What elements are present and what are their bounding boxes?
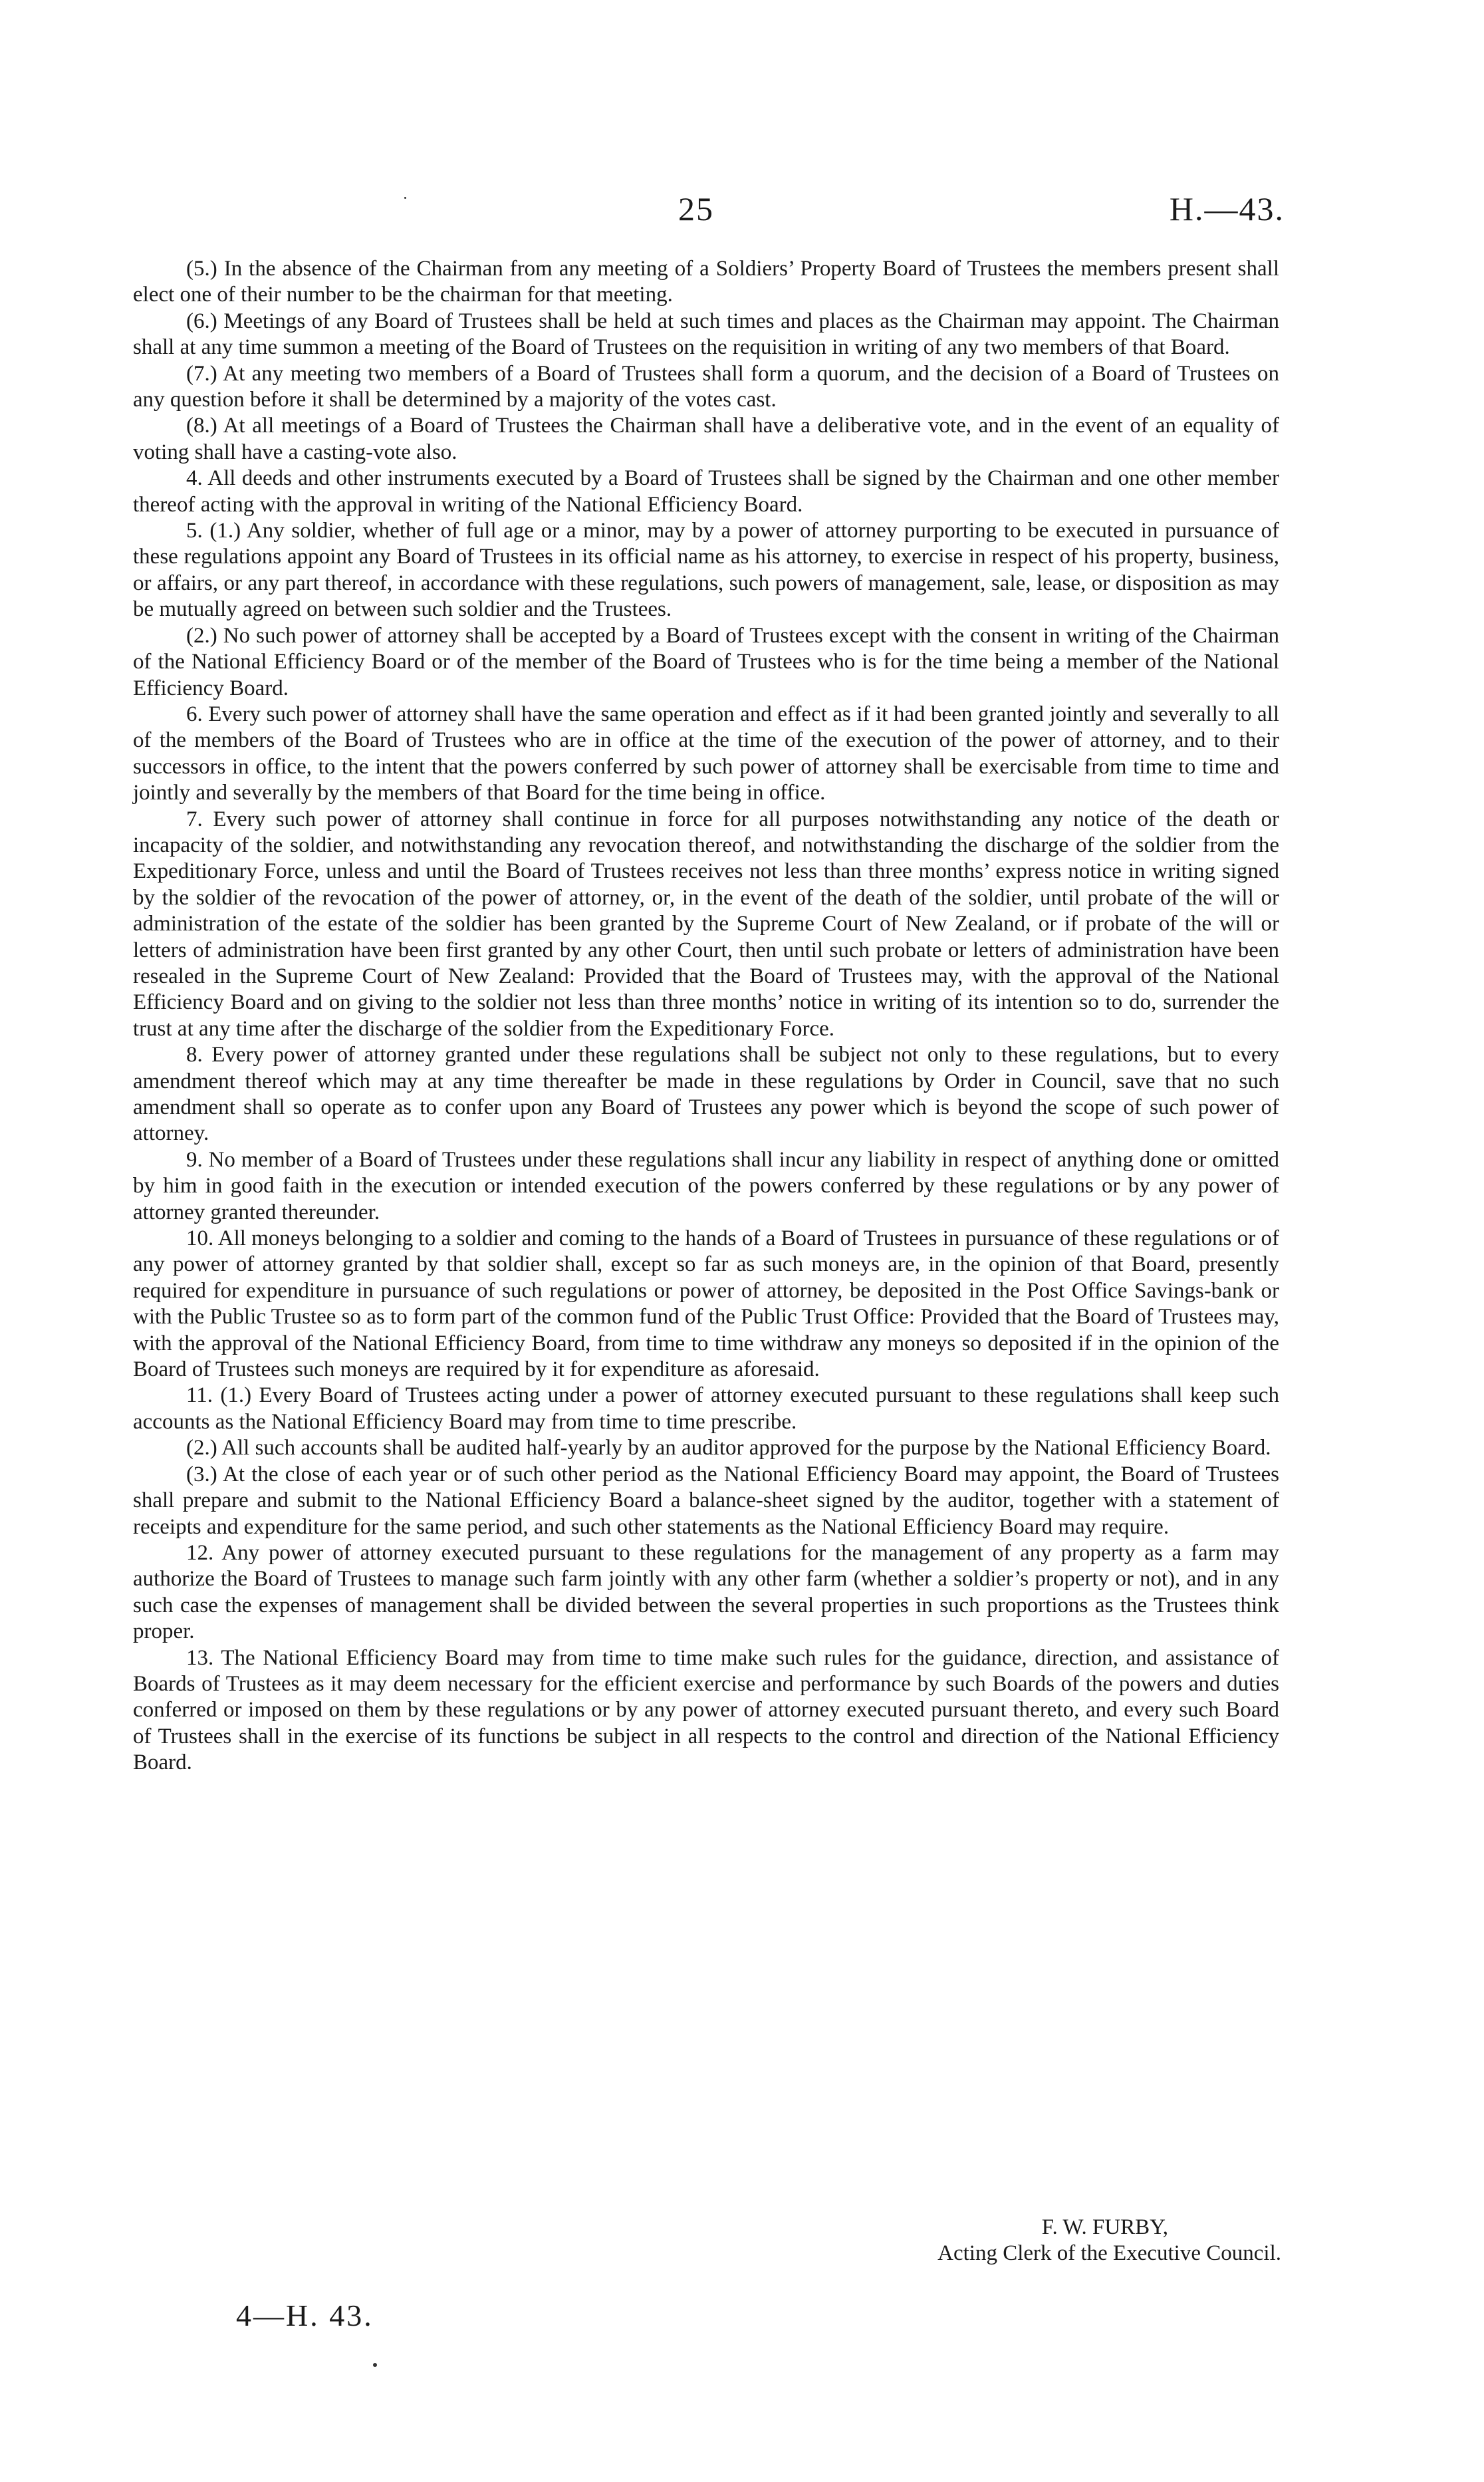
document-reference: H.—43. xyxy=(1169,190,1285,227)
paragraph-8-casting-vote: (8.) At all meetings of a Board of Trustees the Chairman shall have a deliberative vote, and in the event of an equality of voting shall have a casting-vote also. xyxy=(133,414,1279,464)
signatory-name: F. W. FURBY, xyxy=(1041,2215,1168,2239)
clause-11-2-audit: (2.) All such accounts shall be audited half-yearly by an auditor approved for the purpose by the National Efficiency Board. xyxy=(186,1436,1271,1460)
page-header xyxy=(0,190,1484,229)
clause-11-3-balance-sheet: (3.) At the close of each year or of such other period as the National Efficiency Board may appoint, the Board of Trustees shall prepare and submit to the National Efficiency Board a balance-sheet signed by the auditor, together with a statement of receipts and expenditure for the same period, and such other statements as the National Efficiency Board may require. xyxy=(133,1462,1279,1539)
clause-8-amendments: 8. Every power of attorney granted under these regulations shall be subject not only to these regulations, but to every amendment thereof which may at any time thereafter be made in these regulations by Order in Council, save that no such amendment shall so operate as to confer upon any Board of Trustees any power which is beyond the scope of such power of attorney. xyxy=(133,1043,1279,1146)
sheet-signature-mark: 4—H. 43. xyxy=(236,2298,374,2332)
clause-9-liability: 9. No member of a Board of Trustees under these regulations shall incur any liability in respect of anything done or omitted by him in good faith in the execution or intended execution of the powers conferred by these regulations or by any power of attorney granted thereunder. xyxy=(133,1147,1279,1224)
clause-13-rules: 13. The National Efficiency Board may from time to time make such rules for the guidance, direction, and assistance of Boards of Trustees as it may deem necessary for the efficient exercise and performance by such Boards of the powers and duties conferred or imposed on them by these regulations or by any power of attorney executed pursuant thereto, and every such Board of Trustees shall in the exercise of its functions be subject in all respects to the control and direction of the National Efficiency Board. xyxy=(133,1645,1279,1775)
clause-5-2-consent: (2.) No such power of attorney shall be accepted by a Board of Trustees except with the consent in writing of the Chairman of the National Efficiency Board or of the member of the Board of Trustees who is for the time being a member of the National Efficiency Board. xyxy=(133,623,1279,700)
regulations-body xyxy=(133,256,1279,1776)
print-speck xyxy=(373,2363,377,2367)
clause-5-1-power-of-attorney: 5. (1.) Any soldier, whether of full age or a minor, may by a power of attorney purporting to be executed in pursuance of these regulations appoint any Board of Trustees in its official name as his attorney, to exercise in respect of his property, business, or affairs, or any part thereof, in accordance with these regulations, such powers of management, sale, lease, or disposition as may be mutually agreed on between such soldier and the Trustees. xyxy=(133,519,1279,622)
clause-10-moneys: 10. All moneys belonging to a soldier and coming to the hands of a Board of Trustees in pursuance of these regulations or of any power of attorney granted by that soldier shall, except so far as such moneys are, in the opinion of that Board, presently required for expenditure in pursuance of such regulations or power of attorney, be deposited in the Post Office Savings-bank or with the Public Trustee so as to form part of the common fund of the Public Trust Office: Provided that the Board of Trustees may, with the approval of the National Efficiency Board, from time to time withdraw any moneys so deposited if in the opinion of the Board of Trustees such moneys are required by it for expenditure as aforesaid. xyxy=(133,1226,1279,1382)
signature-block xyxy=(683,2215,1281,2267)
paragraph-5-absence-of-chairman: (5.) In the absence of the Chairman from any meeting of a Soldiers’ Property Board of Trustees the members present shall elect one of their number to be the chairman for that meeting. xyxy=(133,257,1279,307)
clause-11-1-accounts: 11. (1.) Every Board of Trustees acting under a power of attorney executed pursuant to these regulations shall keep such accounts as the National Efficiency Board may from time to time prescribe. xyxy=(133,1383,1279,1434)
clause-4-deeds: 4. All deeds and other instruments executed by a Board of Trustees shall be signed by the Chairman and one other member thereof acting with the approval in writing of the National Efficiency Board. xyxy=(133,466,1279,517)
clause-6-operation: 6. Every such power of attorney shall have the same operation and effect as if it had been granted jointly and severally to all of the members of the Board of Trustees who are in office at the time of the execution of the power of attorney, and to their successors in office, to the intent that the powers conferred by such power of attorney shall be exercisable from time to time and jointly and severally by the members of that Board for the time being in office. xyxy=(133,702,1279,805)
paragraph-6-meetings: (6.) Meetings of any Board of Trustees shall be held at such times and places as the Chairman may appoint. The Chairman shall at any time summon a meeting of the Board of Trustees on the requisition in writing of any two members of that Board. xyxy=(133,309,1279,360)
clause-7-continuance: 7. Every such power of attorney shall continue in force for all purposes notwithstanding any notice of the death or incapacity of the soldier, and notwithstanding any revocation thereof, and notwithstanding the discharge of the soldier from the Expeditionary Force, unless and until the Board of Trustees receives not less than three months’ express notice in writing signed by the soldier of the revocation of the power of attorney, or, in the event of the death of the soldier, until probate of the will or administration of the estate of the soldier has been granted by the Supreme Court of New Zealand, or if probate of the will or letters of administration have been first granted by any other Court, then until such probate or letters of administration have been resealed in the Supreme Court of New Zealand: Provided that the Board of Trustees may, with the approval of the National Efficiency Board and on giving to the soldier not less than three months’ notice in writing of its intention so to do, surrender the trust at any time after the discharge of the soldier from the Expeditionary Force. xyxy=(133,807,1279,1041)
paragraph-7-quorum: (7.) At any meeting two members of a Board of Trustees shall form a quorum, and the decision of a Board of Trustees on any question before it shall be determined by a majority of the votes cast. xyxy=(133,361,1279,412)
print-speck xyxy=(404,197,406,199)
clause-12-farm-management: 12. Any power of attorney executed pursuant to these regulations for the management of any property as a farm may authorize the Board of Trustees to manage such farm jointly with any other farm (whether a soldier’s property or not), and in any such case the expenses of management shall be divided between the several properties in such proportions as the Trustees think proper. xyxy=(133,1540,1279,1644)
signatory-title: Acting Clerk of the Executive Council. xyxy=(937,2241,1281,2266)
page-number: 25 xyxy=(678,190,714,227)
